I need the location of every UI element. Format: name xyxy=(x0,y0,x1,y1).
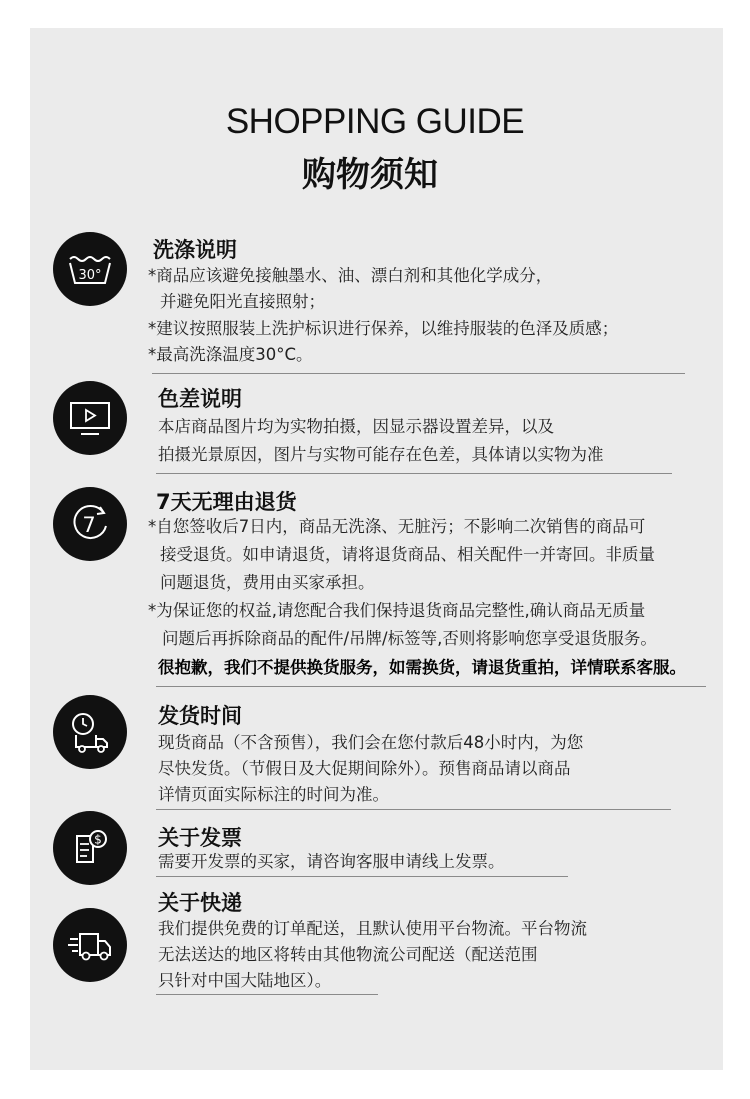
section-heading-invoice: 关于发票 xyxy=(158,826,242,850)
shipping-line-3: 详情页面实际标注的时间为准。 xyxy=(158,785,389,804)
returns-notice: 很抱歉，我们不提供换货服务，如需换货，请退货重拍，详情联系客服。 xyxy=(158,658,686,677)
monitor-play-icon xyxy=(53,381,127,455)
invoice-line-1: 需要开发票的买家，请咨询客服申请线上发票。 xyxy=(158,852,505,871)
divider xyxy=(156,686,706,687)
wash-temp-text: 30° xyxy=(78,268,102,283)
fast-delivery-truck-icon xyxy=(53,908,127,982)
invoice-dollar-icon xyxy=(53,811,127,885)
page-title-en: SHOPPING GUIDE xyxy=(225,102,525,141)
washing-line-3: *建议按照服装上洗护标识进行保养，以维持服装的色泽及质感； xyxy=(148,319,619,338)
shipping-line-1: 现货商品（不含预售），我们会在您付款后48小时内，为您 xyxy=(158,733,584,752)
returns-line-1: *自您签收后7日内，商品无洗涤、无脏污；不影响二次销售的商品可 xyxy=(148,517,646,536)
section-heading-returns: 7天无理由退货 xyxy=(156,490,297,514)
delivery-clock-truck-icon xyxy=(53,695,127,769)
divider xyxy=(156,994,378,995)
divider xyxy=(156,473,672,474)
return-days-text: 7 xyxy=(82,513,96,537)
returns-line-4: *为保证您的权益,请您配合我们保持退货商品完整性,确认商品无质量 xyxy=(148,601,646,620)
washing-line-4: *最高洗涤温度30°C。 xyxy=(148,345,313,364)
section-heading-courier: 关于快递 xyxy=(158,891,242,915)
washing-line-2: 并避免阳光直接照射； xyxy=(160,292,325,311)
section-heading-shipping: 发货时间 xyxy=(158,704,242,728)
returns-line-5: 问题后再拆除商品的配件/吊牌/标签等,否则将影响您享受退货服务。 xyxy=(162,629,657,648)
returns-line-2: 接受退货。如申请退货，请将退货商品、相关配件一并寄回。非质量 xyxy=(160,545,655,564)
seven-day-return-icon xyxy=(53,487,127,561)
courier-line-3: 只针对中国大陆地区）。 xyxy=(158,971,332,990)
courier-line-2: 无法送达的地区将转由其他物流公司配送（配送范围 xyxy=(158,945,538,964)
color-line-2: 拍摄光景原因，图片与实物可能存在色差，具体请以实物为准 xyxy=(158,445,604,464)
svg-text:$: $ xyxy=(94,832,102,847)
section-heading-washing: 洗涤说明 xyxy=(153,238,237,262)
divider xyxy=(156,809,671,810)
washing-line-1: *商品应该避免接触墨水、油、漂白剂和其他化学成分， xyxy=(148,266,553,285)
returns-line-3: 问题退货，费用由买家承担。 xyxy=(160,573,375,592)
color-line-1: 本店商品图片均为实物拍摄，因显示器设置差异，以及 xyxy=(158,417,554,436)
divider xyxy=(156,876,568,877)
shipping-line-2: 尽快发货。（节假日及大促期间除外）。预售商品请以商品 xyxy=(158,759,571,778)
divider xyxy=(152,373,685,374)
wash-tub-30-icon xyxy=(53,232,127,306)
page-title-cn: 购物须知 xyxy=(302,155,438,195)
courier-line-1: 我们提供免费的订单配送，且默认使用平台物流。平台物流 xyxy=(158,919,587,938)
section-heading-color: 色差说明 xyxy=(158,387,242,411)
